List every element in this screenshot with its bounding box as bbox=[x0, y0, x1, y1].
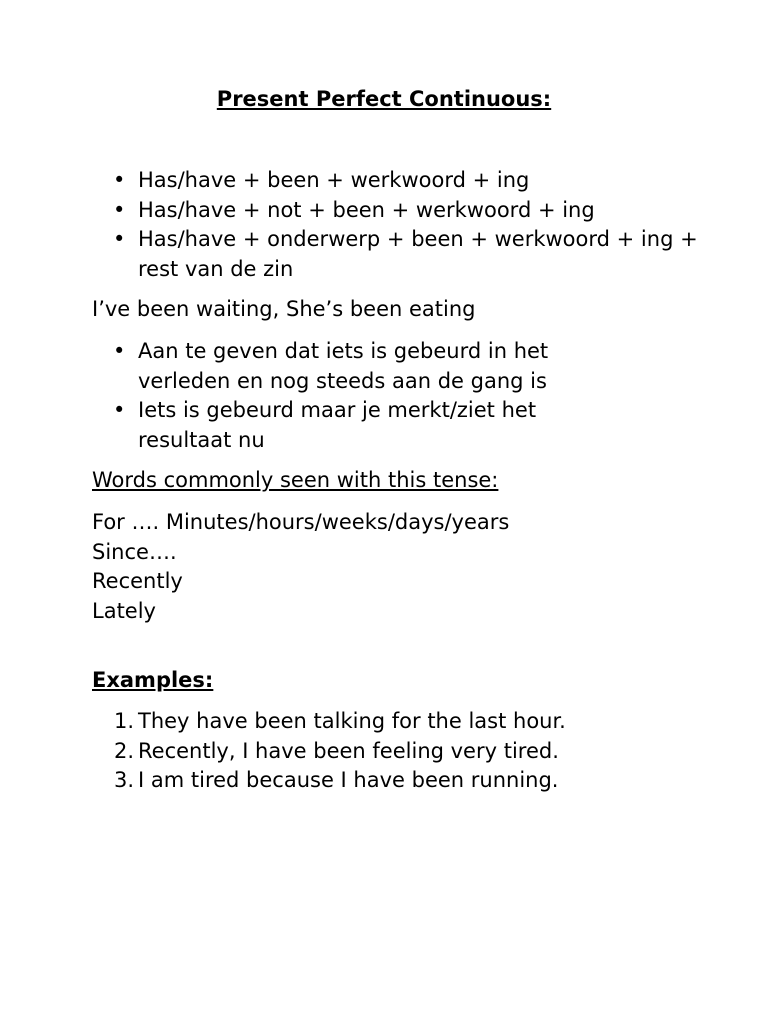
words-heading: Words commonly seen with this tense: bbox=[92, 468, 499, 492]
examples-heading: Examples: bbox=[92, 668, 214, 692]
example-number: 2. bbox=[114, 738, 135, 763]
page-title: Present Perfect Continuous: bbox=[216, 87, 552, 111]
list-item bbox=[114, 737, 698, 767]
example-number: 1. bbox=[114, 709, 135, 733]
list-item: • Has/have + not + been + werkwoord + ing bbox=[138, 196, 698, 226]
contraction-example: I’ve been waiting, She’s been eating bbox=[92, 297, 476, 321]
list-item: • Aan te geven dat iets is gebeurd in het verleden en nog steeds aan de gang is bbox=[138, 337, 618, 396]
list-item: • Iets is gebeurd maar je merkt/ziet het resultaat nu bbox=[138, 396, 618, 455]
list-item: • Has/have + onderwerp + been + werkwoord + ing + rest van de zin bbox=[138, 225, 698, 284]
example-text: They have been talking for the last hour. bbox=[138, 709, 566, 733]
formula-list bbox=[138, 166, 698, 284]
word-line: Since…. bbox=[92, 539, 177, 564]
example-number: 3. bbox=[114, 768, 135, 792]
words-list bbox=[92, 508, 712, 626]
list-item bbox=[114, 766, 698, 796]
list-item bbox=[114, 707, 698, 737]
word-line: Lately bbox=[92, 598, 156, 623]
usage-list bbox=[138, 337, 618, 455]
list-item: • Has/have + been + werkwoord + ing bbox=[138, 166, 698, 196]
examples-list bbox=[114, 707, 698, 796]
word-line: For …. Minutes/hours/weeks/days/years bbox=[92, 510, 510, 534]
example-text: Recently, I have been feeling very tired. bbox=[138, 738, 559, 763]
word-line: Recently bbox=[92, 569, 183, 593]
example-text: I am tired because I have been running. bbox=[138, 768, 559, 792]
